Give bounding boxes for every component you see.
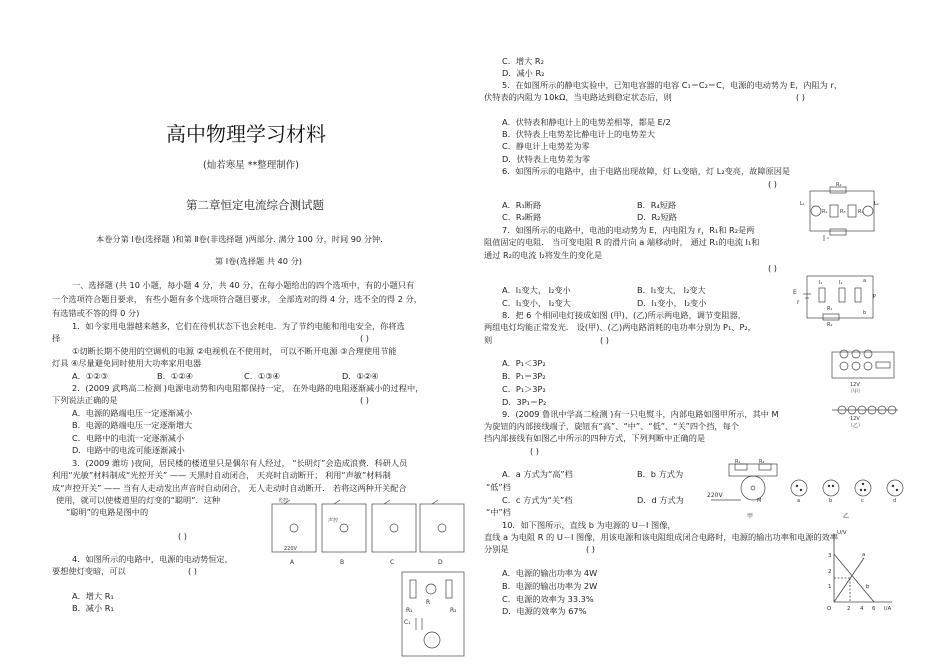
q3-label-d: D xyxy=(438,559,443,566)
question-4-text: 要想使灯变暗，可以 xyxy=(52,566,126,576)
option-b: B．I₁变大， I₂变大 xyxy=(637,285,706,295)
q7-r-label: r xyxy=(797,299,800,306)
option-d: D．3P₁＝P₂ xyxy=(502,397,547,407)
question-8-text: 则 xyxy=(484,335,493,345)
q10-x-tick: 2 xyxy=(847,606,851,612)
option-b: B．①②④ xyxy=(157,371,193,381)
q7-r2-label: R₂ xyxy=(827,322,833,328)
q6-l2-label: L₂ xyxy=(874,201,879,207)
answer-blank: ( ) xyxy=(178,531,187,541)
option-b: B．b 方式为 xyxy=(637,469,684,479)
instruction-line: 一、选择题 (共 10 小题，每小题 4 分，共 40 分，在每小题给出的四个选项中，有的小题只有 xyxy=(72,280,415,290)
instruction-line: 有选错或不答的得 0 分) xyxy=(52,308,140,318)
q10-line-a-label: a xyxy=(862,552,866,558)
question-9-text: 为旋钮的内部接线端子，旋钮有“高”、“中”、“低”、“关”四个挡，每个 xyxy=(484,421,739,431)
q9-m-label: M xyxy=(757,498,762,504)
question-3-text: 3．(2009 潍坊 )夜间，居民楼的楼道里只是偶尔有人经过， “长明灯”会造成浪费．科研人员 xyxy=(72,458,408,468)
q8-label-jia: （甲） xyxy=(848,389,864,395)
answer-blank: ( ) xyxy=(600,335,609,345)
option-b: B．伏特表上电势差比静电计上的电势差大 xyxy=(502,129,655,139)
option-a: A．①②③ xyxy=(72,371,108,381)
option-b: B．P₁＝3P₂ xyxy=(502,371,546,381)
option-a-continued: “低”档 xyxy=(486,482,511,492)
question-6-text: 6．如图所示的电路中，由于电路出现故障，灯 L₁变暗，灯 L₂变亮，故障原因是 xyxy=(502,166,791,176)
q4-r2-label: R₂ xyxy=(450,607,457,614)
q9-circuit-figure xyxy=(707,460,917,522)
question-1-text: 1．如今家用电器越来越多，它们在待机状态下也会耗电．为了节约电能和用电安全，你将选 xyxy=(72,321,405,331)
q3-sound-label: 声控 xyxy=(328,518,339,524)
part-one-title: 第 Ⅰ卷(选择题 共 40 分) xyxy=(215,256,302,266)
option-b: B．电源的路端电压一定逐渐增大 xyxy=(72,420,193,430)
q9-volt-label: 220V xyxy=(707,492,723,499)
option-d: D．电路中的电流可能逐渐减小 xyxy=(72,445,185,455)
question-3-text: 利用“光敏”材料制成“光控开关” —— 天黑时自动闭合， 天亮时自动断开； 利用“声敏”材料制 xyxy=(52,470,391,480)
q7-circuit-figure xyxy=(793,270,883,328)
option-a: A．增大 R₁ xyxy=(72,591,114,601)
question-8-text: 两组电灯均能正常发光． 设(甲)、(乙)两电路消耗的电功率分别为 P₁、P₂， xyxy=(484,322,756,332)
question-10-text: 直线 a 为电阻 R 的 U－I 图像，用该电源和该电阻组成闭合电路时，电源的输出功率和电源的效率 xyxy=(484,532,839,542)
option-d-continued: “中”档 xyxy=(486,507,511,517)
q6-r2-label: R₂ xyxy=(836,182,842,188)
option-b: B．减小 R₁ xyxy=(72,603,114,613)
option-b: B．R₄短路 xyxy=(637,200,677,210)
q9-r1-label: R₁ xyxy=(735,459,741,465)
q10-x-axis-label: I/A xyxy=(884,606,892,612)
q8-volt-2: 12V xyxy=(850,416,860,422)
q9-label-jia: 甲 xyxy=(747,513,754,520)
option-c: C．电路中的电流一定逐渐减小 xyxy=(72,433,185,443)
q6-r4-label: R₄ xyxy=(858,209,864,215)
question-10-text: 分别是 xyxy=(484,544,509,554)
question-4-text: 4．如图所示的电路中，电源的电动势恒定， xyxy=(72,554,233,564)
q6-r1-label: R₁ xyxy=(822,209,828,215)
option-d: D．R₂短路 xyxy=(637,212,677,222)
q10-origin-label: O xyxy=(827,606,832,612)
option-c: C．增大 R₂ xyxy=(502,56,544,66)
question-10-text: 10．如下图所示，直线 b 为电源的 U－I 图像， xyxy=(502,520,676,530)
answer-blank: ( ) xyxy=(768,179,777,189)
question-3-text: 使用，就可以使楼道里的灯变的“聪明”．这种 xyxy=(56,495,221,505)
q10-y-tick: 2 xyxy=(828,569,832,575)
doc-title: 高中物理学习材料 xyxy=(166,122,326,146)
answer-blank: ( ) xyxy=(360,395,369,405)
question-3-text: 成“声控开关” —— 当有人走动发出声音时自动闭合， 无人走动时自动断开． 若将这两种开关配合 xyxy=(52,483,407,493)
option-d: D．电源的效率为 67% xyxy=(502,606,587,616)
q9-label-c: c xyxy=(861,498,864,504)
option-a: A．电源的路端电压一定逐渐减小 xyxy=(72,408,193,418)
doc-author: (灿若寒星 **整理制作) xyxy=(203,160,299,171)
q3-label-b: B xyxy=(340,559,345,566)
question-1-text: 择 xyxy=(52,333,61,343)
q7-p-label: P xyxy=(873,294,877,300)
question-5-text: 5．在如图所示的静电实验中，已知电容器的电容 C₁＝C₂＝C，电源的电动势为 E，内阻为 r， xyxy=(502,80,843,90)
q4-r-label: R xyxy=(426,599,431,606)
option-a: A．R₁断路 xyxy=(502,200,542,210)
answer-blank: ( ) xyxy=(586,544,595,554)
q3-light-label: 光控 xyxy=(278,498,289,504)
q4-c-label: C₁ xyxy=(404,619,411,626)
q3-label-c: C xyxy=(390,559,395,566)
q9-label-yi: 乙 xyxy=(843,513,850,520)
q3-volt-label: 220V xyxy=(284,546,297,552)
q7-a-label: a xyxy=(863,278,867,284)
q7-r1-label: R₁ xyxy=(827,306,833,312)
q10-y-tick: 3 xyxy=(828,553,832,559)
option-a: A．伏特表和静电计上的电势差相等，都是 E/2 xyxy=(502,117,671,127)
q10-y-axis-label: U/V xyxy=(837,530,847,536)
q10-x-tick: 6 xyxy=(872,606,876,612)
question-7-text: 通过 R₂的电流 I₂将发生的变化是 xyxy=(484,250,603,260)
option-d: D．减小 R₂ xyxy=(502,68,545,78)
option-c: C．R₃断路 xyxy=(502,212,542,222)
answer-blank: ( ) xyxy=(360,333,369,343)
q4-circuit-figure xyxy=(398,568,468,663)
q8-volt-1: 12V xyxy=(850,382,860,388)
option-c: C．静电计上电势差为零 xyxy=(502,141,590,151)
q7-e-label: E xyxy=(793,289,797,296)
option-d: D．I₁变小， I₂变小 xyxy=(637,298,707,308)
q7-i2-label: I₂ xyxy=(839,280,843,286)
q8-label-yi: （乙） xyxy=(848,423,864,429)
q10-y-tick: 1 xyxy=(828,584,832,590)
option-c: C．①③④ xyxy=(244,371,280,381)
q6-r3-label: R₃ xyxy=(840,209,846,215)
option-b: B．电源的输出功率为 2W xyxy=(502,581,598,591)
q8-circuit-figure xyxy=(828,348,904,430)
q10-x-tick: 4 xyxy=(860,606,864,612)
answer-blank: ( ) xyxy=(530,446,539,456)
option-a: A．P₁＜3P₂ xyxy=(502,358,546,368)
option-c: C．P₁＞3P₂ xyxy=(502,384,546,394)
question-9-text: 挡内部接线有如图乙中所示的四种方式，下列判断中正确的是 xyxy=(484,433,706,443)
question-1-text: ①切断长期不使用的空调机的电源 ②电视机在不使用时， 可以不断开电源 ③合理使用节能 xyxy=(72,346,397,356)
question-3-text: “聪明”的电路是图中的 xyxy=(66,507,149,517)
q3-circuit-figure xyxy=(270,498,465,568)
question-5-text: 伏特表的内阻为 10kΩ，当电路达到稳定状态后，则 xyxy=(484,92,672,102)
option-a: A．a 方式为“高”档 xyxy=(502,469,573,479)
option-a: A．I₁变大， I₂变小 xyxy=(502,285,571,295)
instruction-line: 一个选项符合题目要求， 有些小题有多个选项符合题目要求， 全部选对的得 4 分，选不全的得 2 分， xyxy=(52,294,422,304)
chapter-title: 第二章恒定电流综合测试题 xyxy=(186,198,324,212)
q7-i1-label: I₁ xyxy=(819,280,823,286)
q6-l1-label: L₁ xyxy=(800,201,805,207)
q3-label-a: A xyxy=(290,559,295,566)
option-a: A．电源的输出功率为 4W xyxy=(502,568,598,578)
q10-ui-graph xyxy=(826,528,898,612)
answer-blank: ( ) xyxy=(768,263,777,273)
q10-line-b-label: b xyxy=(866,584,870,590)
option-d: D．伏特表上电势差为零 xyxy=(502,154,591,164)
question-7-text: 阻值固定的电阻． 当可变电阻 R 的滑片向 a 端移动时， 通过 R₁的电流 I₁和 xyxy=(484,237,760,247)
question-1-text: 灯具 ④尽量避免同时使用大功率家用电器 xyxy=(52,358,202,368)
q9-label-b: b xyxy=(829,498,833,504)
q9-r2-label: R₂ xyxy=(759,459,765,465)
option-d: D．d 方式为 xyxy=(637,495,684,505)
option-c: C．电源的效率为 33.3% xyxy=(502,594,594,604)
option-c: C．c 方式为“关”档 xyxy=(502,495,573,505)
exam-intro: 本卷分第 Ⅰ卷(选择题 )和第 Ⅱ卷(非选择题 )两部分. 满分 100 分，时间 90 分钟. xyxy=(96,234,383,244)
option-d: D．①②④ xyxy=(342,371,379,381)
question-2-text: 2．(2009 武鸣高二检测 )电源电动势和内电阻都保持一定， 在外电路的电阻逐渐减小的过程中， xyxy=(72,383,424,393)
question-9-text: 9．(2009 鲁讯中学高二检测 )有一只电熨斗，内部电路如图甲所示，其中 M xyxy=(502,409,779,419)
question-8-text: 8．把 6 个相同电灯接成如图 (甲)、(乙)所示两电路，调节变阻器， xyxy=(502,310,746,320)
q9-label-d: d xyxy=(893,498,897,504)
question-2-text: 下列说法正确的是 xyxy=(52,395,118,405)
q4-r1-label: R₁ xyxy=(406,607,413,614)
answer-blank: ( ) xyxy=(796,92,805,102)
option-c: C．I₁变小， I₂变大 xyxy=(502,298,571,308)
q6-circuit-figure xyxy=(800,183,880,245)
question-7-text: 7．如图所示的电路中，电池的电动势为 E，内电阻为 r，R₁和 R₂是两 xyxy=(502,225,755,235)
answer-blank: ( ) xyxy=(188,566,197,576)
q7-b-label: b xyxy=(863,310,867,316)
q9-label-a: a xyxy=(797,498,801,504)
